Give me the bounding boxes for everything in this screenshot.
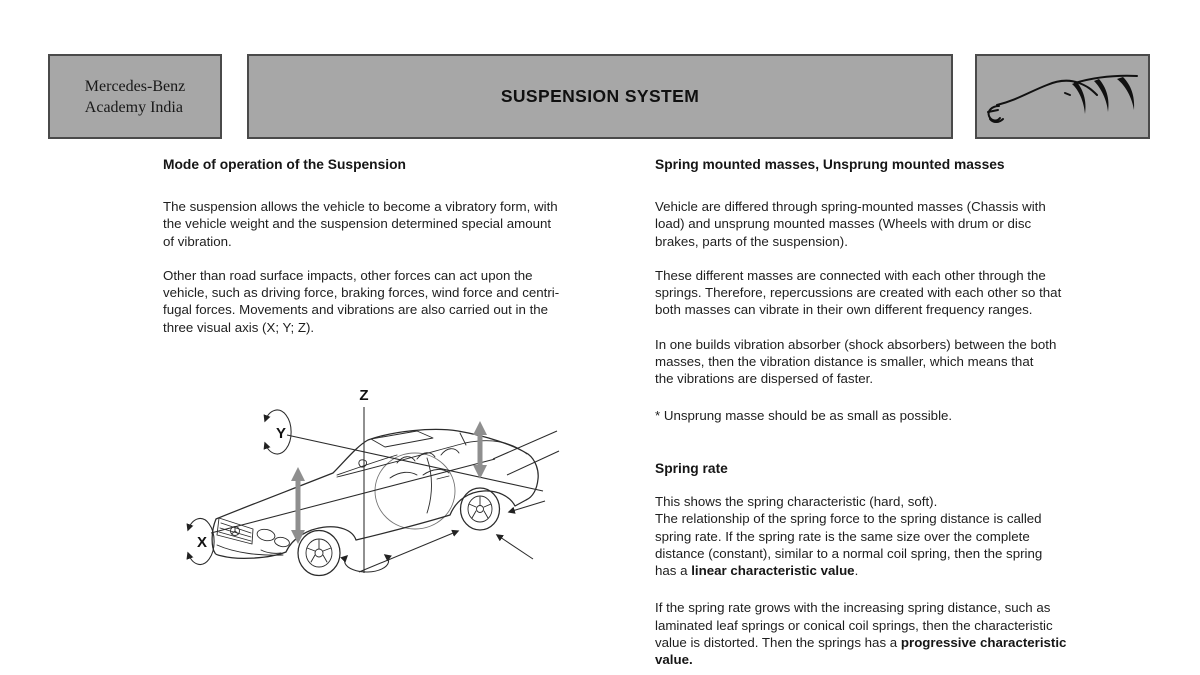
pointer-arrow-rear-lower xyxy=(497,535,533,559)
right-column xyxy=(655,156,1107,669)
z-rotation-arrow xyxy=(345,555,389,572)
z-axis-label: Z xyxy=(359,387,369,404)
right-paragraph-1: Vehicle are differed through spring-mounted masses (Chassis with load) and unsprung mounted masses (Wheels with drum or disc brakes, parts of the suspension). xyxy=(655,199,1046,249)
title-box xyxy=(247,54,953,139)
right-heading-spring-rate: Spring rate xyxy=(655,460,728,476)
left-paragraph-1: The suspension allows the vehicle to become a vibratory form, with the vehicle weight and the suspension determined special amount of vibration. xyxy=(163,199,558,249)
x-axis-label: X xyxy=(196,534,208,551)
right-heading-masses: Spring mounted masses, Unsprung mounted masses xyxy=(655,157,1005,172)
pointer-arrow-undercar xyxy=(359,531,458,572)
right-paragraph-5: If the spring rate grows with the increasing spring distance, such as laminated leaf springs or conical coil springs, then the characteristic value is distorted. Then the springs has a progressive characteristic value. xyxy=(655,600,1067,668)
right-paragraph-4: This shows the spring characteristic (hard, soft). The relationship of the spring force to the spring distance is called spring rate. If the spring rate is the same size over the complete distance (constant), similar to a normal coil spring, then the spring has a linear characteristic value. xyxy=(655,493,1043,579)
vehicle-axes-sketch xyxy=(165,383,595,598)
logo-box xyxy=(975,54,1150,139)
pointer-arrow-rear-wheel xyxy=(509,501,545,512)
right-paragraph-3: In one builds vibration absorber (shock absorbers) between the both masses, then the vibration distance is smaller, which means that the vibrations are dispersed of faster. xyxy=(655,336,1057,387)
brand-line1: Mercedes-Benz xyxy=(84,77,186,95)
page-title: SUSPENSION SYSTEM xyxy=(500,86,700,106)
brand-text xyxy=(85,76,185,118)
rear-vertical-arrow xyxy=(473,421,487,479)
brand-box xyxy=(48,54,222,139)
right-paragraph-2: These different masses are connected with each other through the springs. Therefore, repercussions are created with each other so that both masses can vibrate in their own different frequency ranges. xyxy=(655,267,1062,318)
left-paragraph-2: Other than road surface impacts, other forces can act upon the vehicle, such as driving force, braking forces, wind force and centri- fugal forces. Movements and vibrations are also carried out in the three visual axis (X; Y; Z). xyxy=(163,267,560,335)
unsprung-mass-note: * Unsprung masse should be as small as possible. xyxy=(655,407,953,423)
vehicle-axes-diagram xyxy=(165,383,595,598)
brand-line2: Academy India xyxy=(84,98,183,116)
car-silhouette-icon xyxy=(977,56,1148,137)
left-column xyxy=(163,156,615,336)
front-wheel xyxy=(298,531,340,576)
left-heading: Mode of operation of the Suspension xyxy=(163,157,406,172)
y-axis-label: Y xyxy=(275,425,287,442)
hood-vertical-arrow xyxy=(291,467,305,544)
rear-wheel xyxy=(461,488,500,530)
